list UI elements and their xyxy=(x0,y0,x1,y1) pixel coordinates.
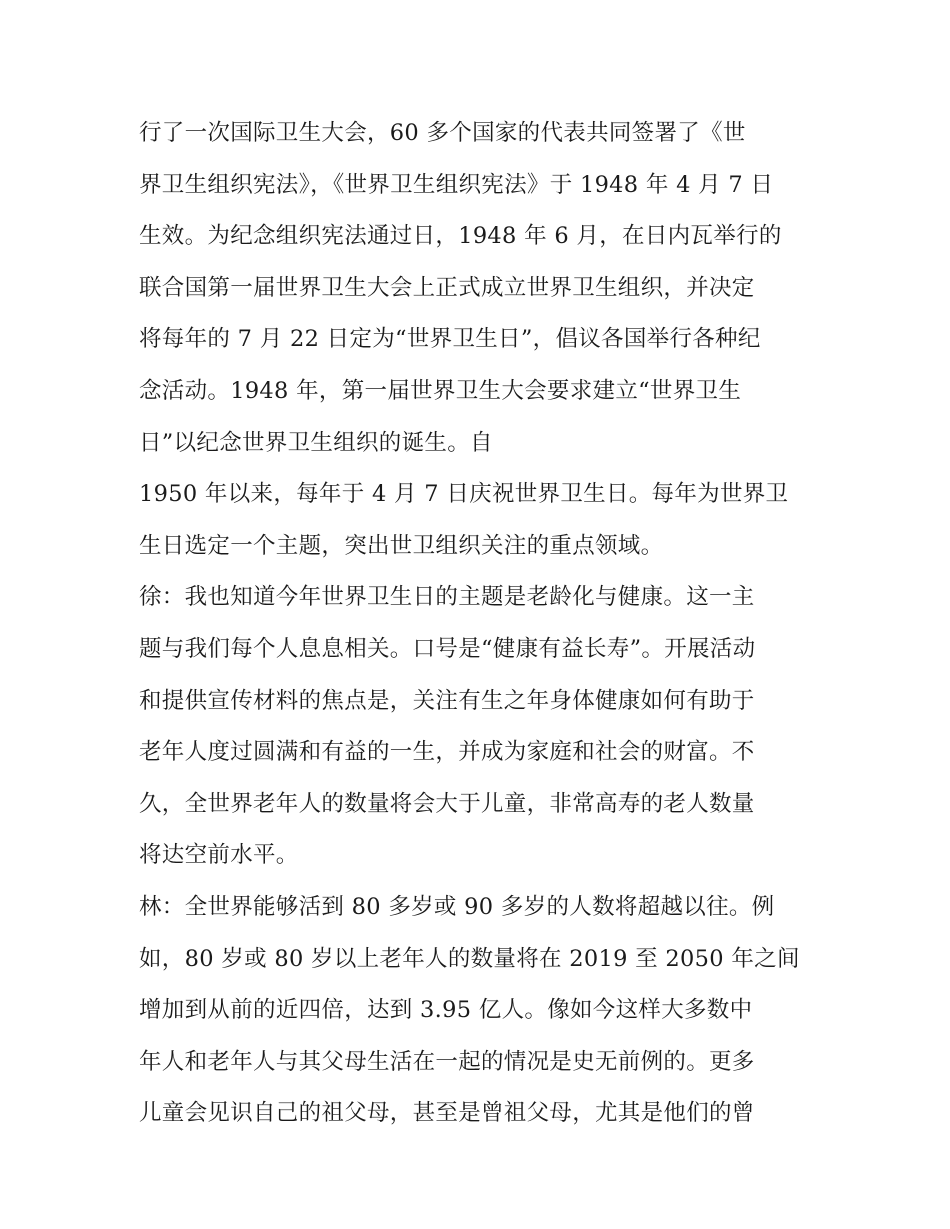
text-line: 增加到从前的近四倍，达到 3.95 亿人。像如今这样大多数中 xyxy=(139,997,753,1024)
text-line: 题与我们每个人息息相关。口号是“健康有益长寿”。开展活动 xyxy=(139,635,756,662)
text-line: 和提供宣传材料的焦点是，关注有生之年身体健康如何有助于 xyxy=(139,687,755,714)
text-line: 如，80 岁或 80 岁以上老年人的数量将在 2019 至 2050 年之间 xyxy=(139,945,800,972)
text-line: 1950 年以来，每年于 4 月 7 日庆祝世界卫生日。每年为世界卫 xyxy=(139,481,789,508)
text-line: 行了一次国际卫生大会，60 多个国家的代表共同签署了《世 xyxy=(139,120,746,146)
text-line: 将达空前水平。 xyxy=(139,842,299,869)
text-line: 将每年的 7 月 22 日定为“世界卫生日”，倡议各国举行各种纪 xyxy=(139,326,761,353)
text-line: 生日选定一个主题，突出世卫组织关注的重点领域。 xyxy=(139,532,664,559)
text-line: 联合国第一届世界卫生大会上正式成立世界卫生组织，并决定 xyxy=(139,274,755,301)
text-line: 老年人度过圆满和有益的一生，并成为家庭和社会的财富。不 xyxy=(139,739,755,766)
text-line: 日”以纪念世界卫生组织的诞生。自 xyxy=(139,429,493,456)
text-line: 久，全世界老年人的数量将会大于儿童，非常高寿的老人数量 xyxy=(139,790,755,817)
text-line: 儿童会见识自己的祖父母，甚至是曾祖父母，尤其是他们的曾 xyxy=(139,1100,755,1127)
document-body xyxy=(139,108,829,1140)
text-line: 生效。为纪念组织宪法通过日，1948 年 6 月，在日内瓦举行的 xyxy=(139,223,782,250)
text-line: 年人和老年人与其父母生活在一起的情况是史无前例的。更多 xyxy=(139,1048,755,1075)
text-line: 界卫生组织宪法》，《世界卫生组织宪法》于 1948 年 4 月 7 日 xyxy=(139,171,774,198)
text-line: 徐：我也知道今年世界卫生日的主题是老龄化与健康。这一主 xyxy=(139,584,755,611)
text-line: 林：全世界能够活到 80 多岁或 90 多岁的人数将超越以往。例 xyxy=(139,893,775,920)
text-line: 念活动。1948 年，第一届世界卫生大会要求建立“世界卫生 xyxy=(139,377,742,404)
